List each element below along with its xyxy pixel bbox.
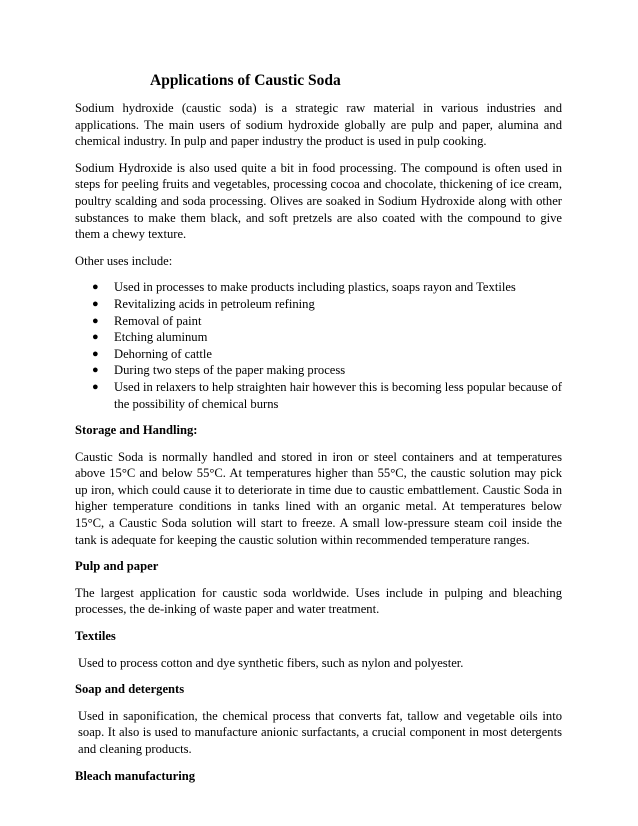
textiles-heading: Textiles <box>75 629 116 644</box>
list-item: ● Dehorning of cattle <box>92 346 212 361</box>
document-body <box>75 100 562 794</box>
other-uses-label: Other uses include: <box>75 253 173 268</box>
list-item: ● Removal of paint <box>92 313 202 328</box>
list-item: ● Used in relaxers to help straighten hair however this is becoming less popular because of the possibility of chemical burns <box>92 379 562 411</box>
bullet-icon: ● <box>92 364 99 377</box>
soap-heading: Soap and detergents <box>75 682 185 697</box>
list-item: ● Revitalizing acids in petroleum refining <box>92 296 315 311</box>
bullet-icon: ● <box>92 281 99 294</box>
intro-paragraph-1: Sodium hydroxide (caustic soda) is a strategic raw material in various industries and applications. The main users of sodium hydroxide globally are pulp and paper, alumina and chemical industry. In pulp and paper industry the product is used in pulp cooking. <box>75 101 562 149</box>
textiles-paragraph: Used to process cotton and dye synthetic fibers, such as nylon and polyester. <box>78 655 464 670</box>
bleach-heading: Bleach manufacturing <box>75 768 195 783</box>
list-item: ● During two steps of the paper making process <box>92 363 346 378</box>
storage-paragraph: Caustic Soda is normally handled and stored in iron or steel containers and at temperatures above 15°C and below 55°C. At temperatures higher than 55°C, the caustic solution may pick up iron, which could cause it to deteriorate in time due to caustic embattlement. Caustic Soda in higher temperature conditions in tanks lined with an organic metal. At temperatures below 15°C, a Caustic Soda solution will start to freeze. A small low-pressure steam coil inside the tank is adequate for keeping the caustic solution within recommended temperature ranges. <box>75 449 562 547</box>
intro-paragraph-2: Sodium Hydroxide is also used quite a bit in food processing. The compound is often used in steps for peeling fruits and vegetables, processing cocoa and chocolate, thickening of ice cream, poultry scalding and soda processing. Olives are soaked in Sodium Hydroxide along with other substances to make them black, and soft pretzels are also coated with the compound to give them a chewy texture. <box>75 160 562 242</box>
other-uses-list <box>75 279 562 412</box>
pulp-paragraph: The largest application for caustic soda worldwide. Uses include in pulping and bleaching processes, the de-inking of waste paper and water treatment. <box>75 585 562 617</box>
pulp-heading: Pulp and paper <box>75 559 159 574</box>
bullet-icon: ● <box>92 314 99 327</box>
page-title: Applications of Caustic Soda <box>150 72 341 89</box>
bullet-icon: ● <box>92 331 99 344</box>
bullet-icon: ● <box>92 380 99 393</box>
bullet-icon: ● <box>92 297 99 310</box>
bullet-icon: ● <box>92 347 99 360</box>
storage-heading: Storage and Handling: <box>75 423 198 438</box>
list-item: ● Etching aluminum <box>92 330 208 345</box>
list-item: ● Used in processes to make products including plastics, soaps rayon and Textiles <box>92 280 516 295</box>
soap-paragraph: Used in saponification, the chemical process that converts fat, tallow and vegetable oils into soap. It also is used to manufacture anionic surfactants, a crucial component in most detergents and cleaning products. <box>78 708 562 756</box>
